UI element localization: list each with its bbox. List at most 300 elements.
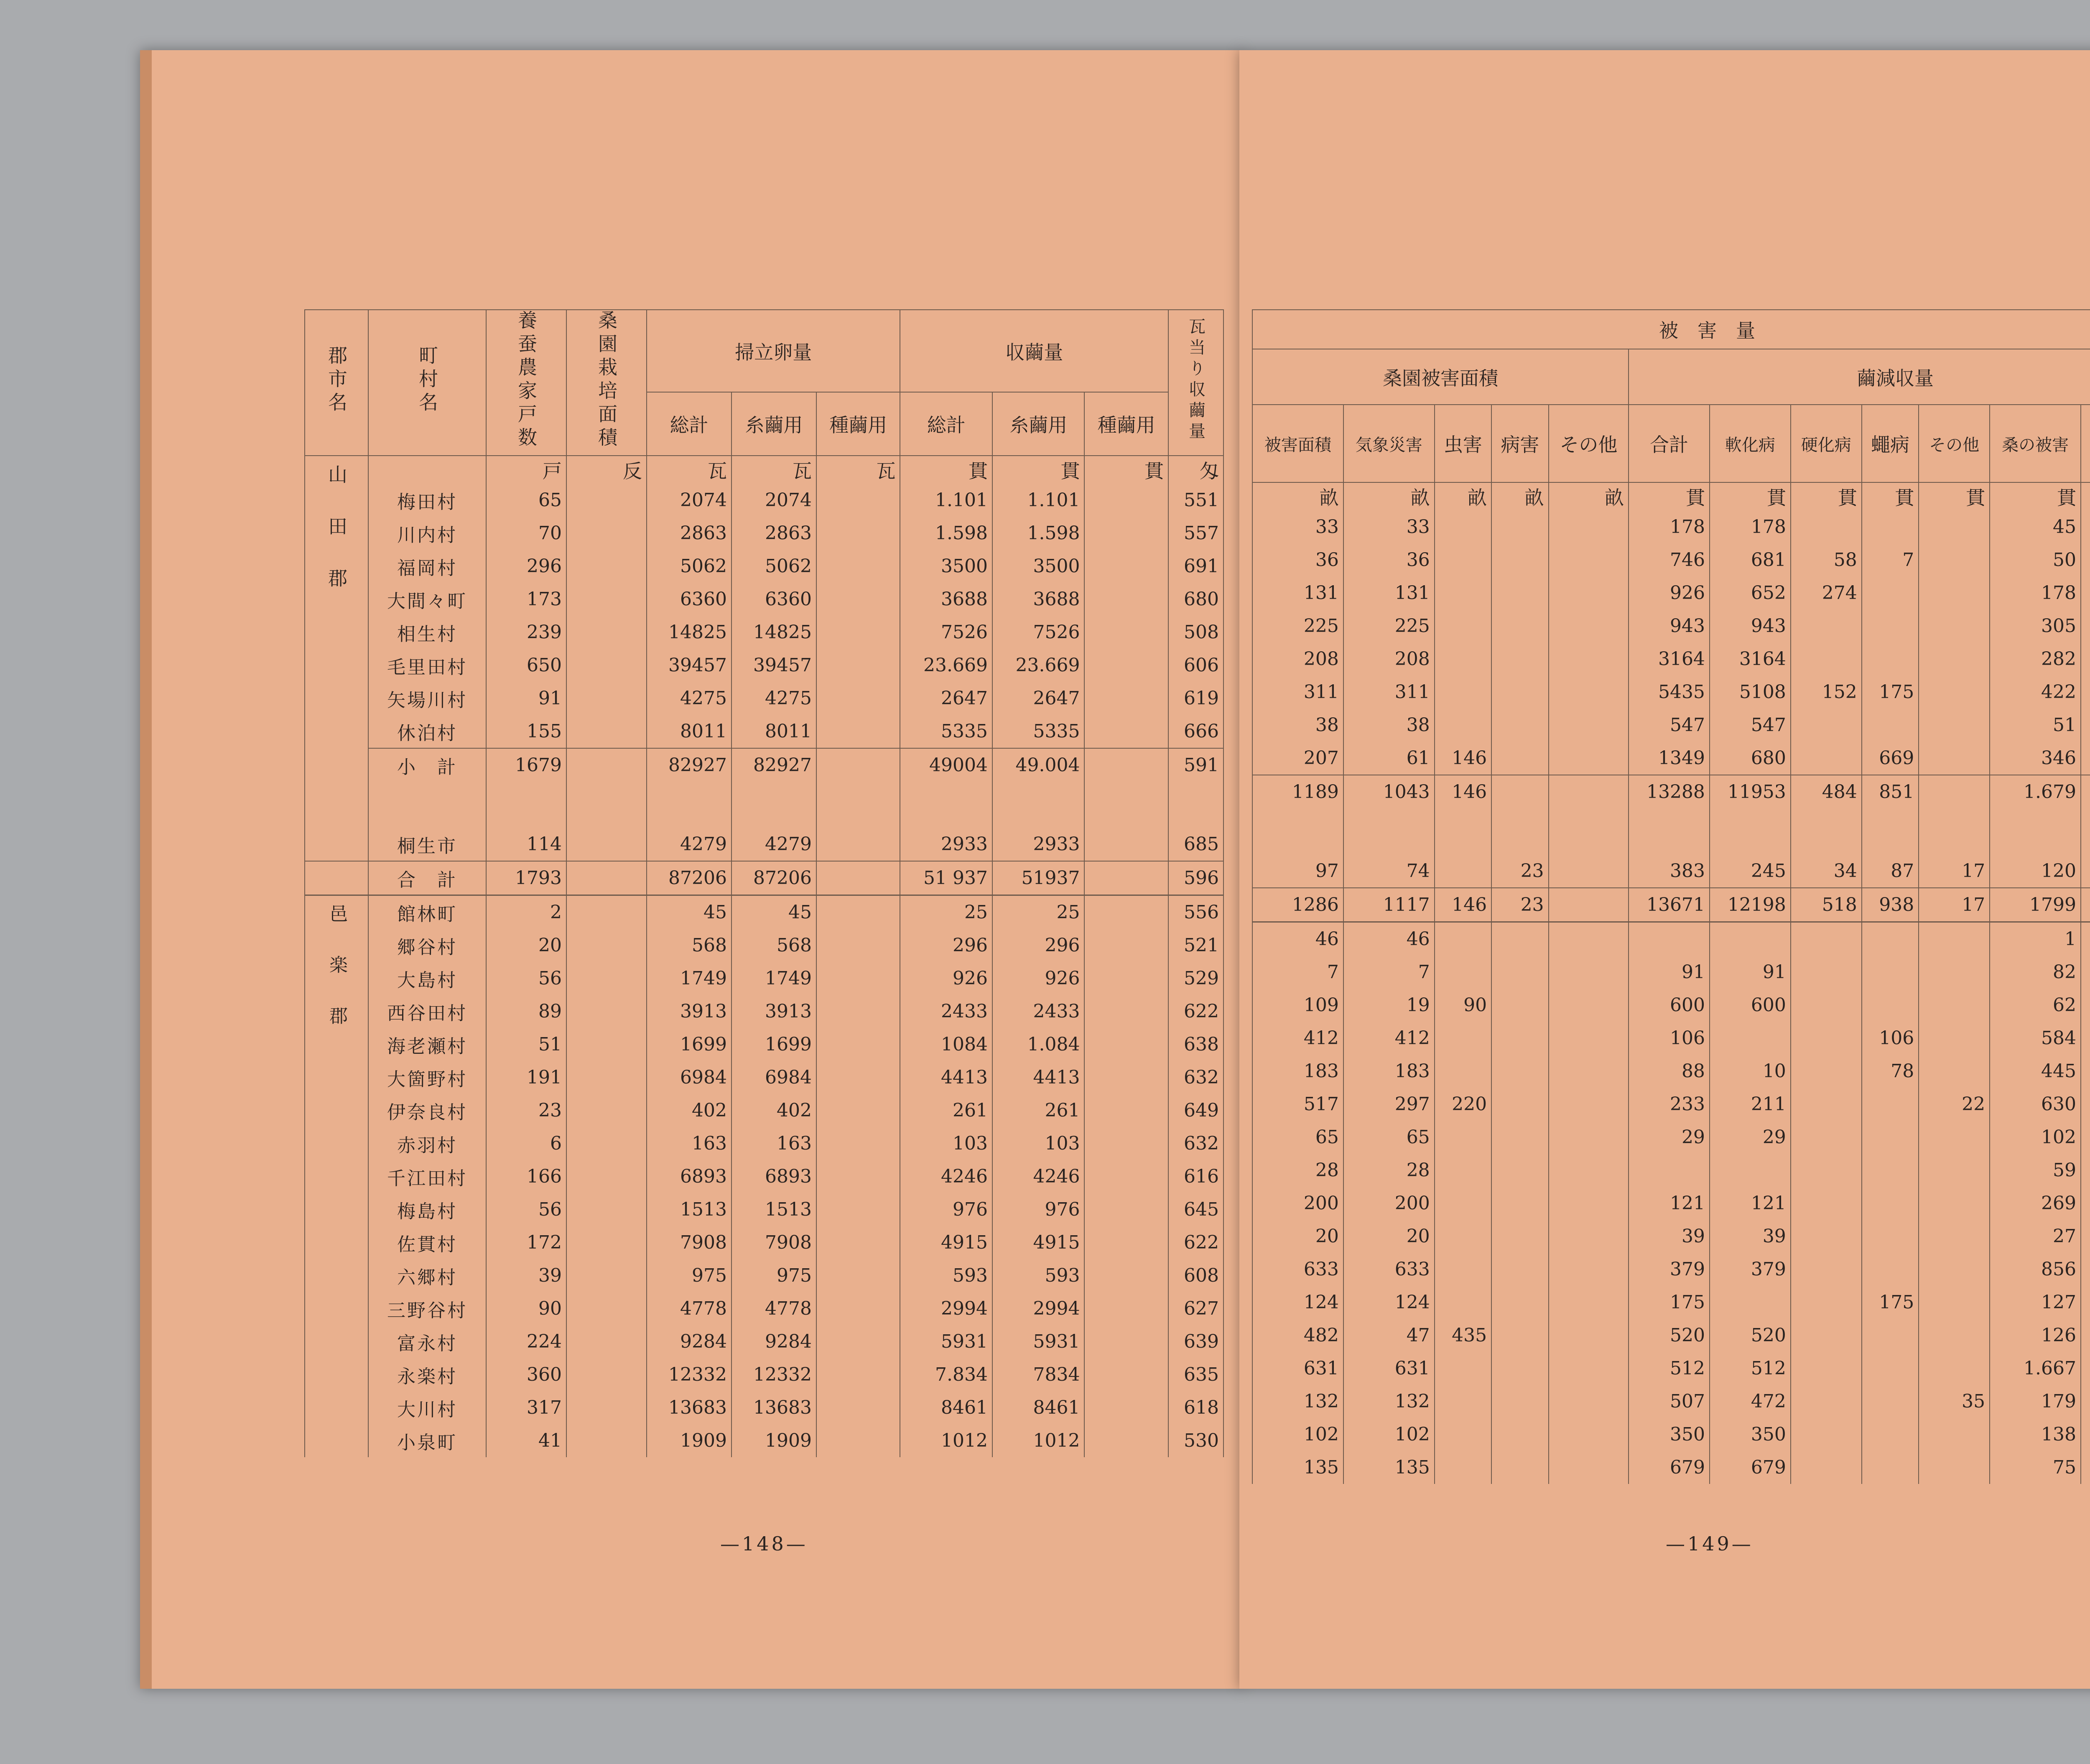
cell-eggs_seed xyxy=(816,962,900,995)
cell-cocoon_total: 49004 xyxy=(900,748,992,782)
cell-yield: 632 xyxy=(1168,1127,1223,1160)
cell-eggs_seed xyxy=(816,1193,900,1226)
table-row xyxy=(305,828,1223,861)
empty-cell xyxy=(1791,808,1862,854)
cell-area xyxy=(566,1292,647,1325)
cell-h: 58 xyxy=(1791,543,1862,576)
cell-x xyxy=(1919,1154,1990,1187)
table-row xyxy=(1252,1055,2090,1088)
cell-cocoon_total: 1.598 xyxy=(900,517,992,550)
cell-cocoon_seed xyxy=(1084,1292,1168,1325)
cell-w: 28 xyxy=(1343,1154,1435,1187)
cell-cocoon_total: 3500 xyxy=(900,550,992,583)
cell-h xyxy=(1791,1022,1862,1055)
col-yield: 瓦当り収繭量 xyxy=(1186,318,1206,443)
cell-eggs_silk: 2863 xyxy=(732,517,816,550)
cell-yield: 632 xyxy=(1168,1061,1223,1094)
cell-eggs_seed xyxy=(816,583,900,616)
cell-cocoon_seed xyxy=(1084,583,1168,616)
table-row xyxy=(305,616,1223,649)
empty-cell xyxy=(900,782,992,828)
cell-f: 938 xyxy=(1862,888,1919,922)
cell-sum xyxy=(2081,989,2090,1022)
cell-eggs_total: 6984 xyxy=(647,1061,732,1094)
cell-i xyxy=(1435,1253,1491,1286)
cell-area xyxy=(566,1358,647,1391)
cell-cocoon_silk: 1.598 xyxy=(992,517,1085,550)
col-cocoon-total: 総計 xyxy=(900,392,992,456)
cell-households: 51 xyxy=(486,1028,566,1061)
cell-sum xyxy=(2081,1154,2090,1187)
cell-households: 1679 xyxy=(486,748,566,782)
cell-m: 1.667 xyxy=(1990,1352,2081,1385)
cell-eggs_silk: 7908 xyxy=(732,1226,816,1259)
cell-t: 926 xyxy=(1629,576,1710,609)
production-table xyxy=(304,309,1224,1457)
unit-label: 貫 xyxy=(900,456,992,484)
cell-o xyxy=(1549,1451,1629,1484)
empty-cell xyxy=(1252,808,1343,854)
cell-h: 152 xyxy=(1791,676,1862,709)
cell-m: 127 xyxy=(1990,1286,2081,1319)
cell-cocoon_seed xyxy=(1084,1259,1168,1292)
cell-eggs_total: 8011 xyxy=(647,715,732,748)
village-name: 伊奈良村 xyxy=(368,1094,486,1127)
cell-cocoon_total: 4413 xyxy=(900,1061,992,1094)
table-row xyxy=(305,1424,1223,1457)
cell-d xyxy=(1491,642,1548,676)
cell-t: 121 xyxy=(1629,1187,1710,1220)
cell-f xyxy=(1862,576,1919,609)
cell-a: 200 xyxy=(1252,1187,1343,1220)
table-row xyxy=(1252,775,2090,808)
cell-x xyxy=(1919,1418,1990,1451)
cell-households: 239 xyxy=(486,616,566,649)
col-cocoon-loss: 繭減収量 xyxy=(1629,349,2090,405)
table-row xyxy=(305,929,1223,962)
cell-h xyxy=(1791,989,1862,1022)
cell-t: 746 xyxy=(1629,543,1710,576)
cell-a: 109 xyxy=(1252,989,1343,1022)
cell-cocoon_silk: 593 xyxy=(992,1259,1085,1292)
cell-a: 36 xyxy=(1252,543,1343,576)
cell-f xyxy=(1862,1187,1919,1220)
cell-households: 56 xyxy=(486,962,566,995)
village-name: 毛里田村 xyxy=(368,649,486,682)
cell-o xyxy=(1549,989,1629,1022)
cell-f xyxy=(1862,510,1919,543)
cell-d xyxy=(1491,989,1548,1022)
col-damage: 被 害 量 xyxy=(1252,310,2090,349)
cell-h xyxy=(1791,922,1862,956)
table-row xyxy=(305,715,1223,748)
cell-s: 472 xyxy=(1710,1385,1791,1418)
cell-eggs_silk: 12332 xyxy=(732,1358,816,1391)
cell-d xyxy=(1491,922,1548,956)
cell-w: 1043 xyxy=(1343,775,1435,808)
table-row xyxy=(1252,922,2090,956)
village-name: 福岡村 xyxy=(368,550,486,583)
cell-households: 650 xyxy=(486,649,566,682)
cell-households: 173 xyxy=(486,583,566,616)
cell-cocoon_seed xyxy=(1084,995,1168,1028)
cell-s: 39 xyxy=(1710,1220,1791,1253)
col-disease: 病害 xyxy=(1491,405,1548,482)
table-row xyxy=(1252,1286,2090,1319)
table-row xyxy=(1252,1088,2090,1121)
table-row xyxy=(305,962,1223,995)
table-row xyxy=(1252,543,2090,576)
cell-o xyxy=(1549,1088,1629,1121)
cell-eggs_seed xyxy=(816,1226,900,1259)
cell-cocoon_seed xyxy=(1084,550,1168,583)
table-row xyxy=(1252,1253,2090,1286)
cell-a: 135 xyxy=(1252,1451,1343,1484)
cell-h: 274 xyxy=(1791,576,1862,609)
cell-eggs_silk: 1699 xyxy=(732,1028,816,1061)
cell-f xyxy=(1862,1121,1919,1154)
cell-d xyxy=(1491,1352,1548,1385)
cell-s: 943 xyxy=(1710,609,1791,642)
cell-eggs_silk: 13683 xyxy=(732,1391,816,1424)
cell-s: 12198 xyxy=(1710,888,1791,922)
table-row xyxy=(1252,888,2090,922)
unit-label: 畝 xyxy=(1343,482,1435,510)
cell-x: 35 xyxy=(1919,1385,1990,1418)
cell-households: 65 xyxy=(486,484,566,517)
cell-s: 547 xyxy=(1710,709,1791,742)
cell-a: 102 xyxy=(1252,1418,1343,1451)
cell-area xyxy=(566,649,647,682)
unit-label: 瓦 xyxy=(732,456,816,484)
cell-eggs_seed xyxy=(816,1292,900,1325)
cell-x: 17 xyxy=(1919,854,1990,888)
cell-cocoon_total: 976 xyxy=(900,1193,992,1226)
village-name: 川内村 xyxy=(368,517,486,550)
cell-h xyxy=(1791,1253,1862,1286)
cell-area xyxy=(566,1127,647,1160)
table-row xyxy=(1252,742,2090,775)
col-cocoon-seed: 種繭用 xyxy=(1084,392,1168,456)
cell-m: 346 xyxy=(1990,742,2081,775)
cell-households: 90 xyxy=(486,1292,566,1325)
village-name: 千江田村 xyxy=(368,1160,486,1193)
table-row xyxy=(1252,1451,2090,1484)
cell-cocoon_seed xyxy=(1084,1391,1168,1424)
cell-m: 856 xyxy=(1990,1253,2081,1286)
village-name: 大間々町 xyxy=(368,583,486,616)
cell-households: 89 xyxy=(486,995,566,1028)
cell-sum xyxy=(2081,956,2090,989)
cell-f: 175 xyxy=(1862,1286,1919,1319)
cell-x xyxy=(1919,1352,1990,1385)
cell-households: 296 xyxy=(486,550,566,583)
cell-yield: 619 xyxy=(1168,682,1223,715)
cell-area xyxy=(566,1424,647,1457)
cell-t: 379 xyxy=(1629,1253,1710,1286)
cell-eggs_total: 87206 xyxy=(647,861,732,895)
cell-f xyxy=(1862,1319,1919,1352)
cell-sum xyxy=(2081,854,2090,888)
cell-d xyxy=(1491,1088,1548,1121)
cell-yield: 627 xyxy=(1168,1292,1223,1325)
table-row xyxy=(1252,1418,2090,1451)
cell-x xyxy=(1919,1121,1990,1154)
cell-eggs_seed xyxy=(816,1358,900,1391)
cell-d xyxy=(1491,676,1548,709)
units-row xyxy=(305,456,1223,484)
cell-x xyxy=(1919,576,1990,609)
cell-o xyxy=(1549,888,1629,922)
cell-a: 517 xyxy=(1252,1088,1343,1121)
cell-w: 131 xyxy=(1343,576,1435,609)
cell-cocoon_seed xyxy=(1084,682,1168,715)
empty-cell xyxy=(305,861,368,895)
cell-eggs_silk: 568 xyxy=(732,929,816,962)
table-row xyxy=(1252,510,2090,543)
col-village: 町村名 xyxy=(416,345,438,416)
table-row xyxy=(305,861,1223,895)
district-name: 邑楽郡 xyxy=(326,904,347,1057)
cell-w: 38 xyxy=(1343,709,1435,742)
cell-d xyxy=(1491,742,1548,775)
cell-t: 679 xyxy=(1629,1451,1710,1484)
table-row xyxy=(305,1193,1223,1226)
cell-d xyxy=(1491,1418,1548,1451)
cell-m: 1 xyxy=(1990,922,2081,956)
cell-o xyxy=(1549,1220,1629,1253)
cell-i xyxy=(1435,1352,1491,1385)
village-name: 海老瀬村 xyxy=(368,1028,486,1061)
cell-cocoon_silk: 1.101 xyxy=(992,484,1085,517)
cell-eggs_silk: 163 xyxy=(732,1127,816,1160)
empty-cell xyxy=(305,828,368,861)
cell-yield: 635 xyxy=(1168,1358,1223,1391)
unit-label: 畝 xyxy=(1252,482,1343,510)
cell-eggs_seed xyxy=(816,682,900,715)
cell-i: 146 xyxy=(1435,888,1491,922)
cell-x xyxy=(1919,922,1990,956)
cell-t: 39 xyxy=(1629,1220,1710,1253)
cell-o xyxy=(1549,709,1629,742)
col-loss-other: その他 xyxy=(1919,405,1990,482)
cell-cocoon_silk: 8461 xyxy=(992,1391,1085,1424)
cell-area xyxy=(566,715,647,748)
cell-sum xyxy=(2081,642,2090,676)
cell-eggs_silk: 6360 xyxy=(732,583,816,616)
cell-o xyxy=(1549,956,1629,989)
cell-eggs_seed xyxy=(816,1391,900,1424)
cell-d xyxy=(1491,1220,1548,1253)
col-mulberry-damage-area: 桑園被害面積 xyxy=(1252,349,1629,405)
cell-i xyxy=(1435,1220,1491,1253)
cell-households: 1793 xyxy=(486,861,566,895)
cell-t: 512 xyxy=(1629,1352,1710,1385)
cell-m: 282 xyxy=(1990,642,2081,676)
cell-i: 146 xyxy=(1435,775,1491,808)
cell-w: 74 xyxy=(1343,854,1435,888)
table-row xyxy=(1252,956,2090,989)
cell-d xyxy=(1491,1055,1548,1088)
table-row xyxy=(1252,709,2090,742)
col-other: その他 xyxy=(1549,405,1629,482)
cell-f xyxy=(1862,1220,1919,1253)
cell-cocoon_silk: 2994 xyxy=(992,1292,1085,1325)
cell-yield: 649 xyxy=(1168,1094,1223,1127)
cell-eggs_seed xyxy=(816,895,900,929)
cell-f xyxy=(1862,1451,1919,1484)
col-district: 郡市名 xyxy=(325,345,348,416)
village-name: 桐生市 xyxy=(368,828,486,861)
cell-cocoon_silk: 976 xyxy=(992,1193,1085,1226)
cell-yield: 691 xyxy=(1168,550,1223,583)
cell-cocoon_total: 7526 xyxy=(900,616,992,649)
empty-cell xyxy=(816,782,900,828)
cell-h xyxy=(1791,1220,1862,1253)
table-row xyxy=(305,1094,1223,1127)
empty-cell xyxy=(2081,808,2090,854)
cell-cocoon_silk: 2933 xyxy=(992,828,1085,861)
cell-o xyxy=(1549,775,1629,808)
cell-yield: 666 xyxy=(1168,715,1223,748)
unit-label: 瓦 xyxy=(816,456,900,484)
cell-eggs_seed xyxy=(816,1094,900,1127)
cell-f: 669 xyxy=(1862,742,1919,775)
cell-sum xyxy=(2081,742,2090,775)
cell-area xyxy=(566,484,647,517)
cell-w: 225 xyxy=(1343,609,1435,642)
cell-cocoon_silk: 2647 xyxy=(992,682,1085,715)
cell-i xyxy=(1435,922,1491,956)
cell-eggs_total: 2074 xyxy=(647,484,732,517)
cell-households: 317 xyxy=(486,1391,566,1424)
cell-t: 507 xyxy=(1629,1385,1710,1418)
cell-cocoon_seed xyxy=(1084,1358,1168,1391)
cell-x xyxy=(1919,1187,1990,1220)
cell-households: 191 xyxy=(486,1061,566,1094)
cell-cocoon_total: 25 xyxy=(900,895,992,929)
cell-d xyxy=(1491,956,1548,989)
cell-cocoon_total: 2433 xyxy=(900,995,992,1028)
cell-eggs_total: 1513 xyxy=(647,1193,732,1226)
cell-s: 512 xyxy=(1710,1352,1791,1385)
cell-eggs_seed xyxy=(816,995,900,1028)
cell-cocoon_total: 1084 xyxy=(900,1028,992,1061)
cell-d xyxy=(1491,543,1548,576)
table-row xyxy=(1252,1220,2090,1253)
cell-a: 412 xyxy=(1252,1022,1343,1055)
cell-yield: 622 xyxy=(1168,1226,1223,1259)
cell-x xyxy=(1919,989,1990,1022)
cell-eggs_silk: 1909 xyxy=(732,1424,816,1457)
col-eggs-total: 総計 xyxy=(647,392,732,456)
cell-sum xyxy=(2081,609,2090,642)
empty-cell xyxy=(1862,808,1919,854)
cell-cocoon_total: 593 xyxy=(900,1259,992,1292)
cell-w: 1117 xyxy=(1343,888,1435,922)
cell-s: 652 xyxy=(1710,576,1791,609)
cell-eggs_silk: 4778 xyxy=(732,1292,816,1325)
cell-w: 19 xyxy=(1343,989,1435,1022)
empty-cell xyxy=(566,782,647,828)
cell-cocoon_total: 2933 xyxy=(900,828,992,861)
cell-a: 132 xyxy=(1252,1385,1343,1418)
cell-w: 297 xyxy=(1343,1088,1435,1121)
cell-h xyxy=(1791,1121,1862,1154)
cell-cocoon_seed xyxy=(1084,962,1168,995)
cell-s: 350 xyxy=(1710,1418,1791,1451)
cell-yield: 521 xyxy=(1168,929,1223,962)
cell-eggs_total: 9284 xyxy=(647,1325,732,1358)
village-name: 郷谷村 xyxy=(368,929,486,962)
cell-d xyxy=(1491,1385,1548,1418)
cell-sum xyxy=(2081,543,2090,576)
cell-yield: 622 xyxy=(1168,995,1223,1028)
cell-households: 224 xyxy=(486,1325,566,1358)
unit-label: 貫 xyxy=(1862,482,1919,510)
village-name: 佐貫村 xyxy=(368,1226,486,1259)
cell-eggs_silk: 402 xyxy=(732,1094,816,1127)
table-row xyxy=(1252,1154,2090,1187)
cell-o xyxy=(1549,676,1629,709)
cell-cocoon_seed xyxy=(1084,1094,1168,1127)
cell-f xyxy=(1862,989,1919,1022)
cell-eggs_total: 163 xyxy=(647,1127,732,1160)
cell-cocoon_seed xyxy=(1084,929,1168,962)
cell-m: 1799 xyxy=(1990,888,2081,922)
cell-area xyxy=(566,1028,647,1061)
cell-sum xyxy=(2081,1121,2090,1154)
village-name: 休泊村 xyxy=(368,715,486,748)
cell-h xyxy=(1791,1319,1862,1352)
cell-d xyxy=(1491,1319,1548,1352)
cell-x xyxy=(1919,1451,1990,1484)
cell-t: 106 xyxy=(1629,1022,1710,1055)
empty-cell xyxy=(1549,808,1629,854)
cell-cocoon_seed xyxy=(1084,895,1168,929)
cell-h xyxy=(1791,1088,1862,1121)
cell-eggs_silk: 1513 xyxy=(732,1193,816,1226)
col-loss-total: 合計 xyxy=(1629,405,1710,482)
cell-cocoon_silk: 5931 xyxy=(992,1325,1085,1358)
cell-i xyxy=(1435,956,1491,989)
cell-eggs_seed xyxy=(816,616,900,649)
cell-cocoon_silk: 1012 xyxy=(992,1424,1085,1457)
cell-s: 5108 xyxy=(1710,676,1791,709)
cell-d xyxy=(1491,576,1548,609)
cell-t xyxy=(1629,1154,1710,1187)
cell-d xyxy=(1491,1253,1548,1286)
cell-d xyxy=(1491,1121,1548,1154)
empty-cell xyxy=(1343,808,1435,854)
village-name: 西谷田村 xyxy=(368,995,486,1028)
col-eggs-silk: 糸繭用 xyxy=(732,392,816,456)
cell-eggs_seed xyxy=(816,1325,900,1358)
cell-x xyxy=(1919,956,1990,989)
cell-cocoon_silk: 4246 xyxy=(992,1160,1085,1193)
cell-o xyxy=(1549,1286,1629,1319)
cell-t: 178 xyxy=(1629,510,1710,543)
cell-cocoon_total: 1.101 xyxy=(900,484,992,517)
village-name: 梅田村 xyxy=(368,484,486,517)
cell-o xyxy=(1549,742,1629,775)
cell-cocoon_total: 261 xyxy=(900,1094,992,1127)
village-name: 梅島村 xyxy=(368,1193,486,1226)
cell-x xyxy=(1919,609,1990,642)
cell-m: 422 xyxy=(1990,676,2081,709)
cell-eggs_total: 568 xyxy=(647,929,732,962)
col-insect: 虫害 xyxy=(1435,405,1491,482)
